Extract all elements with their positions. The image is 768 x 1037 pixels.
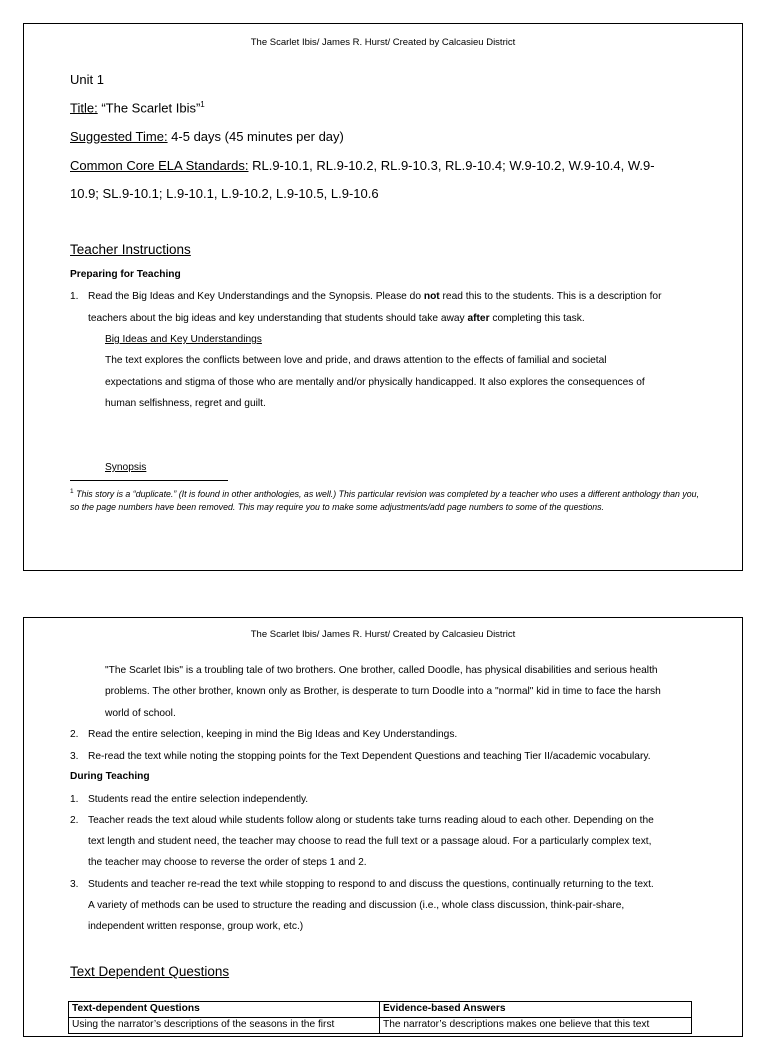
- standards-line-2: 10.9; SL.9-10.1; L.9-10.1, L.9-10.2, L.9-10.5, L.9-10.6: [70, 186, 379, 201]
- step-1-line-1: [88, 291, 662, 302]
- title-label: Title:: [70, 100, 98, 116]
- step-1-line-2: [88, 313, 585, 324]
- standards-label: Common Core ELA Standards:: [70, 158, 249, 173]
- standards-value-1: RL.9-10.1, RL.9-10.2, RL.9-10.3, RL.9-10.4; W.9-10.2, W.9-10.4, W.9-: [248, 158, 655, 173]
- during-step-line: the teacher may choose to reverse the order of steps 1 and 2.: [88, 857, 367, 868]
- table-cell: Using the narrator’s descriptions of the seasons in the first: [69, 1018, 380, 1034]
- footnote-mark: 1: [70, 488, 74, 495]
- running-header: The Scarlet Ibis/ James R. Hurst/ Created by Calcasieu District: [250, 629, 516, 640]
- prep-step-text: Read the entire selection, keeping in mind the Big Ideas and Key Understandings.: [88, 729, 458, 740]
- table-header-cell: Text-dependent Questions: [69, 1002, 380, 1018]
- big-ideas-heading: Big Ideas and Key Understandings: [105, 334, 262, 345]
- suggested-time-label: Suggested Time:: [70, 129, 168, 144]
- table-header-row: [69, 1002, 692, 1018]
- suggested-time-line: [70, 129, 344, 144]
- footnote-separator: [70, 480, 228, 481]
- step-1-text-a: Read the Big Ideas and Key Understandings and the Synopsis. Please do: [88, 291, 424, 302]
- during-step-line: Students read the entire selection independently.: [88, 794, 309, 805]
- during-step-line: Teacher reads the text aloud while students follow along or students take turns reading aloud to each other. Depending on the: [88, 815, 654, 826]
- big-ideas-line: human selfishness, regret and guilt.: [105, 398, 266, 409]
- table-row: [69, 1018, 692, 1034]
- tdq-heading: Text Dependent Questions: [70, 964, 230, 979]
- during-step-line: Students and teacher re-read the text while stopping to respond to and discuss the questions, continually returning to the text.: [88, 879, 654, 890]
- during-teaching-heading: During Teaching: [70, 771, 150, 782]
- teacher-instructions-heading: Teacher Instructions: [70, 242, 191, 257]
- tdq-table: [68, 1001, 692, 1034]
- step-1-bold: not: [423, 291, 440, 302]
- standards-line-1: [70, 158, 655, 173]
- synopsis-line: world of school.: [105, 708, 176, 719]
- step-number: 2.: [70, 729, 79, 740]
- during-step-line: independent written response, group work, etc.): [88, 921, 304, 932]
- step-1-line-2-bold: after: [467, 313, 490, 324]
- footnote: [70, 485, 700, 514]
- step-number: 1.: [70, 794, 79, 805]
- title-footnote-mark: 1: [200, 100, 205, 109]
- big-ideas-line: The text explores the conflicts between love and pride, and draws attention to the effects of familial and societal: [105, 355, 607, 366]
- footnote-text: This story is a “duplicate.” (It is found in other anthologies, as well.) This particular revision was completed by a teacher who uses a different anthology than you, so the page numbers have been removed. This may require you to make some adjustments/add page numbers to some of the questions.: [70, 488, 700, 512]
- step-1-line-2-text-a: teachers about the big ideas and key understanding that students should take away: [88, 313, 468, 324]
- prep-step-text: Re-read the text while noting the stopping points for the Text Dependent Questions and teaching Tier II/academic vocabulary.: [88, 751, 651, 762]
- synopsis-line: "The Scarlet Ibis" is a troubling tale of two brothers. One brother, called Doodle, has physical disabilities and serious health: [105, 665, 658, 676]
- table-header-cell: Evidence-based Answers: [380, 1002, 692, 1018]
- step-number: 3.: [70, 751, 79, 762]
- preparing-heading: Preparing for Teaching: [70, 269, 181, 280]
- table-cell: The narrator’s descriptions makes one believe that this text: [380, 1018, 692, 1034]
- step-number: 1.: [70, 291, 79, 302]
- during-step-line: text length and student need, the teacher may choose to read the full text or a passage aloud. For a particularly complex text,: [88, 836, 652, 847]
- document-page-1: [23, 23, 743, 571]
- document-page-2: [23, 617, 743, 1037]
- step-number: 3.: [70, 879, 79, 890]
- step-1-line-2-text-b: completing this task.: [489, 313, 585, 324]
- suggested-time-value: 4-5 days (45 minutes per day): [167, 129, 344, 144]
- running-header: The Scarlet Ibis/ James R. Hurst/ Created by Calcasieu District: [250, 37, 516, 48]
- step-number: 2.: [70, 815, 79, 826]
- big-ideas-line: expectations and stigma of those who are mentally and/or physically handicapped. It also explores the consequences of: [105, 377, 645, 388]
- unit-label: Unit 1: [70, 72, 104, 87]
- title-value: “The Scarlet Ibis”: [97, 100, 201, 116]
- step-1-text-b: read this to the students. This is a description for: [439, 291, 662, 302]
- synopsis-heading: Synopsis: [105, 462, 147, 473]
- during-step-line: A variety of methods can be used to structure the reading and discussion (i.e., whole class discussion, think-pair-share,: [88, 900, 625, 911]
- title-line: [70, 100, 205, 115]
- synopsis-line: problems. The other brother, known only as Brother, is desperate to turn Doodle into a "normal" kid in time to face the harsh: [105, 686, 661, 697]
